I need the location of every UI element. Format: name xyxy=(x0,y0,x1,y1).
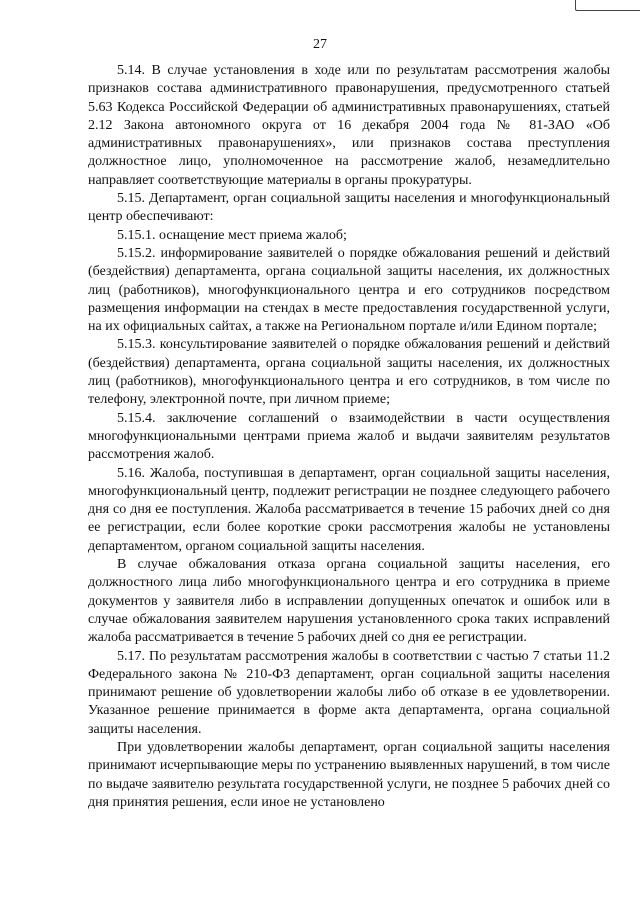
paragraph-5-14: 5.14. В случае установления в ходе или по результатам рассмотрения жалобы признаков состава административного правонарушения, предусмотренного статьей 5.63 Кодекса Российской Федерации об административных правонарушениях, статьей 2.12 Закона автономного округа от 16 декабря 2004 года № 81-ЗАО «Об административных правонарушениях», или признаков состава преступления должностное лицо, уполномоченное на рассмотрение жалоб, незамедлительно направляет соответствующие материалы в органы прокуратуры. xyxy=(88,63,610,188)
paragraph-5-15-4: 5.15.4. заключение соглашений о взаимодействии в части осуществления многофункциональными центрами приема жалоб и выдачи заявителям результатов рассмотрения жалоб. xyxy=(88,410,610,463)
paragraph-5-15-3: 5.15.3. консультирование заявителей о порядке обжалования решений и действий (бездействия) департамента, органа социальной защиты населения, их должностных лиц (работников), многофункционального центра и его сотрудников, в том числе по телефону, электронной почте, при личном приеме; xyxy=(88,337,610,408)
document-body xyxy=(88,62,610,812)
paragraph-5-15: 5.15. Департамент, орган социальной защиты населения и многофункциональный центр обеспечивают: xyxy=(88,191,610,225)
paragraph-appeal-refusal: В случае обжалования отказа органа социальной защиты населения, его должностного лица либо многофункционального центра и его сотрудника в приеме документов у заявителя либо в исправлении допущенных опечаток и ошибок или в случае обжалования заявителем нарушения установленного срока таких исправлений жалоба рассматривается в течение 5 рабочих дней со дня ее регистрации. xyxy=(88,557,610,646)
paragraph-5-16: 5.16. Жалоба, поступившая в департамент, орган социальной защиты населения, многофункциональный центр, подлежит регистрации не позднее следующего рабочего дня со дня ее поступления. Жалоба рассматривается в течение 15 рабочих дней со дня ее регистрации, если более короткие сроки рассмотрения жалобы не установлены департаментом, органом социальной защиты населения. xyxy=(88,465,610,554)
paragraph-5-15-1: 5.15.1. оснащение мест приема жалоб; xyxy=(117,227,347,243)
paragraph-5-15-2: 5.15.2. информирование заявителей о порядке обжалования решений и действий (бездействия) департамента, органа социальной защиты населения, их должностных лиц (работников), многофункционального центра и его сотрудников посредством размещения информации на стендах в месте предоставления государственной услуги, на их официальных сайтах, а также на Региональном портале и/или Едином портале; xyxy=(88,245,610,335)
paragraph-satisfaction: При удовлетворении жалобы департамент, орган социальной защиты населения принимают исчерпывающие меры по устранению выявленных нарушений, в том числе по выдаче заявителю результата государственной услуги, не позднее 5 рабочих дней со дня принятия решения, если иное не установлено xyxy=(88,739,610,810)
page-number: 27 xyxy=(313,37,327,52)
scan-corner-mark xyxy=(575,0,640,11)
paragraph-5-17: 5.17. По результатам рассмотрения жалобы в соответствии с частью 7 статьи 11.2 Федерального закона № 210-ФЗ департамент, орган социальной защиты населения принимают решение об удовлетворении жалобы либо об отказе в ее удовлетворении. Указанное решение принимается в форме акта департамента, органа социальной защиты населения. xyxy=(88,648,610,737)
